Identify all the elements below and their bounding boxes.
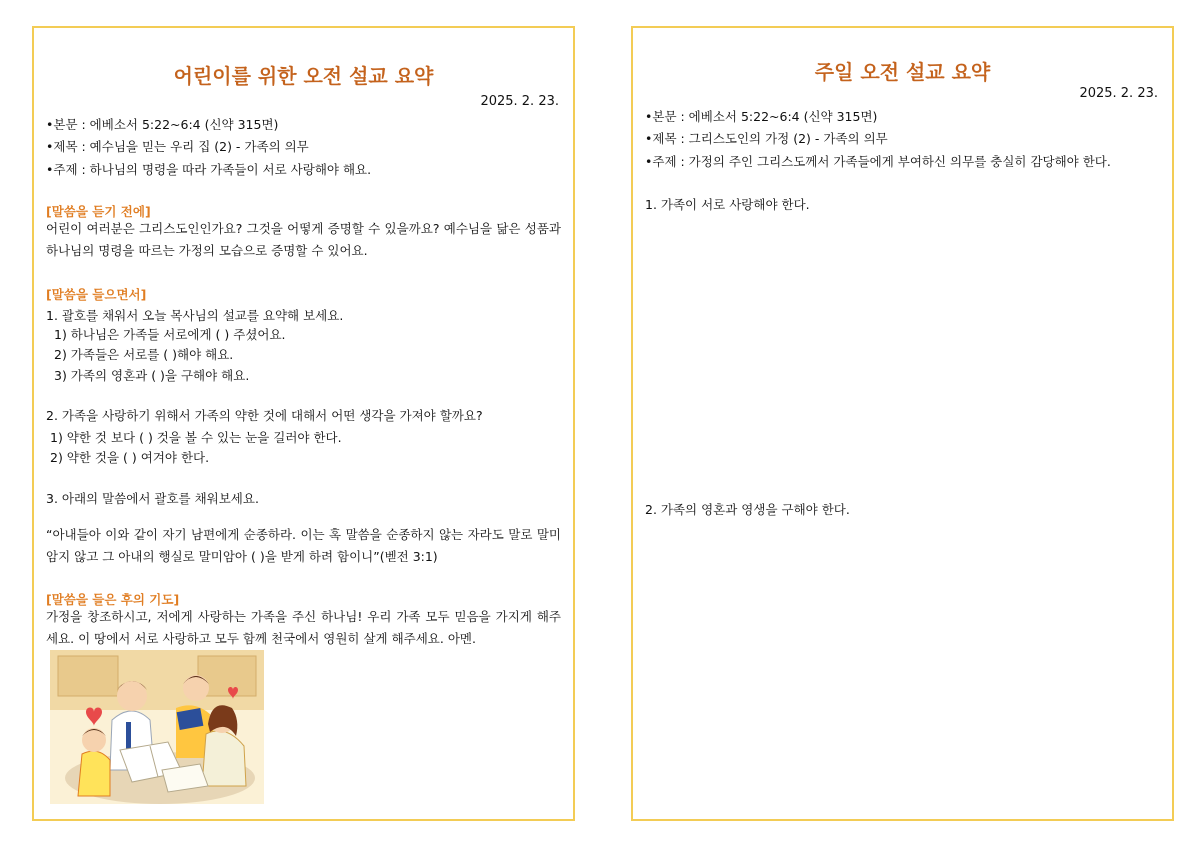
section-before-listening: [말씀을 듣기 전에] xyxy=(46,204,151,219)
bible-verse-quote: “아내들아 이와 같이 자기 남편에게 순종하라. 이는 혹 말씀을 순종하지 않는 자라도 말로 말미암지 않고 그 아내의 행실로 말미암아 ( )을 받게 하려 함이니”(벧전 3:1) xyxy=(46,527,561,564)
section-before-listening-body: 어린이 여러분은 그리스도인인가요? 그것을 어떻게 증명할 수 있을까요? 예수님을 닮은 성품과 하나님의 명령을 따르는 가정의 모습으로 증명할 수 있어요. xyxy=(46,221,561,258)
scripture-reference: •본문 : 에베소서 5:22~6:4 (신약 315면) xyxy=(645,109,878,124)
sermon-point-2: 2. 가족의 영혼과 영생을 구해야 한다. xyxy=(645,502,850,517)
sermon-theme: •주제 : 하나님의 명령을 따라 가족들이 서로 사랑해야 해요. xyxy=(46,162,372,177)
children-sermon-page xyxy=(32,26,575,821)
scripture-reference: •본문 : 에베소서 5:22~6:4 (신약 315면) xyxy=(46,117,279,132)
question-1-item-2: 2) 가족들은 서로를 ( )해야 해요. xyxy=(54,347,234,362)
section-while-listening: [말씀을 들으면서] xyxy=(46,287,147,302)
question-2-item-1: 1) 약한 것 보다 ( ) 것을 볼 수 있는 눈을 길러야 한다. xyxy=(50,430,342,445)
prayer-text: 가정을 창조하시고, 저에게 사랑하는 가족을 주신 하나님! 우리 가족 모두 믿음을 가지게 해주세요. 이 땅에서 서로 사랑하고 모두 함께 천국에서 영원히 살게 해주세요. 아멘. xyxy=(46,609,561,646)
family-bible-reading-illustration xyxy=(50,650,264,804)
adult-sermon-title: 주일 오전 설교 요약 xyxy=(814,60,991,84)
question-1-item-1: 1) 하나님은 가족들 서로에게 ( ) 주셨어요. xyxy=(54,327,286,342)
question-2-item-2: 2) 약한 것을 ( ) 여겨야 한다. xyxy=(50,450,210,465)
sermon-point-1: 1. 가족이 서로 사랑해야 한다. xyxy=(645,197,810,212)
question-1-item-3: 3) 가족의 영혼과 ( )을 구해야 해요. xyxy=(54,368,250,383)
sermon-theme: •주제 : 가정의 주인 그리스도께서 가족들에게 부여하신 의무를 충실히 감당해야 한다. xyxy=(645,154,1111,169)
question-3: 3. 아래의 말씀에서 괄호를 채워보세요. xyxy=(46,491,259,506)
question-1: 1. 괄호를 채워서 오늘 목사님의 설교를 요약해 보세요. xyxy=(46,308,344,323)
question-2: 2. 가족을 사랑하기 위해서 가족의 약한 것에 대해서 어떤 생각을 가져야 할까요? xyxy=(46,408,483,423)
sermon-subject: •제목 : 예수님을 믿는 우리 집 (2) - 가족의 의무 xyxy=(46,139,309,154)
children-sermon-title: 어린이를 위한 오전 설교 요약 xyxy=(173,64,434,88)
adult-sermon-page xyxy=(631,26,1174,821)
section-prayer: [말씀을 들은 후의 기도] xyxy=(46,592,180,607)
sermon-date: 2025. 2. 23. xyxy=(1079,86,1158,101)
sermon-subject: •제목 : 그리스도인의 가정 (2) - 가족의 의무 xyxy=(645,131,888,146)
sermon-date: 2025. 2. 23. xyxy=(480,94,559,109)
